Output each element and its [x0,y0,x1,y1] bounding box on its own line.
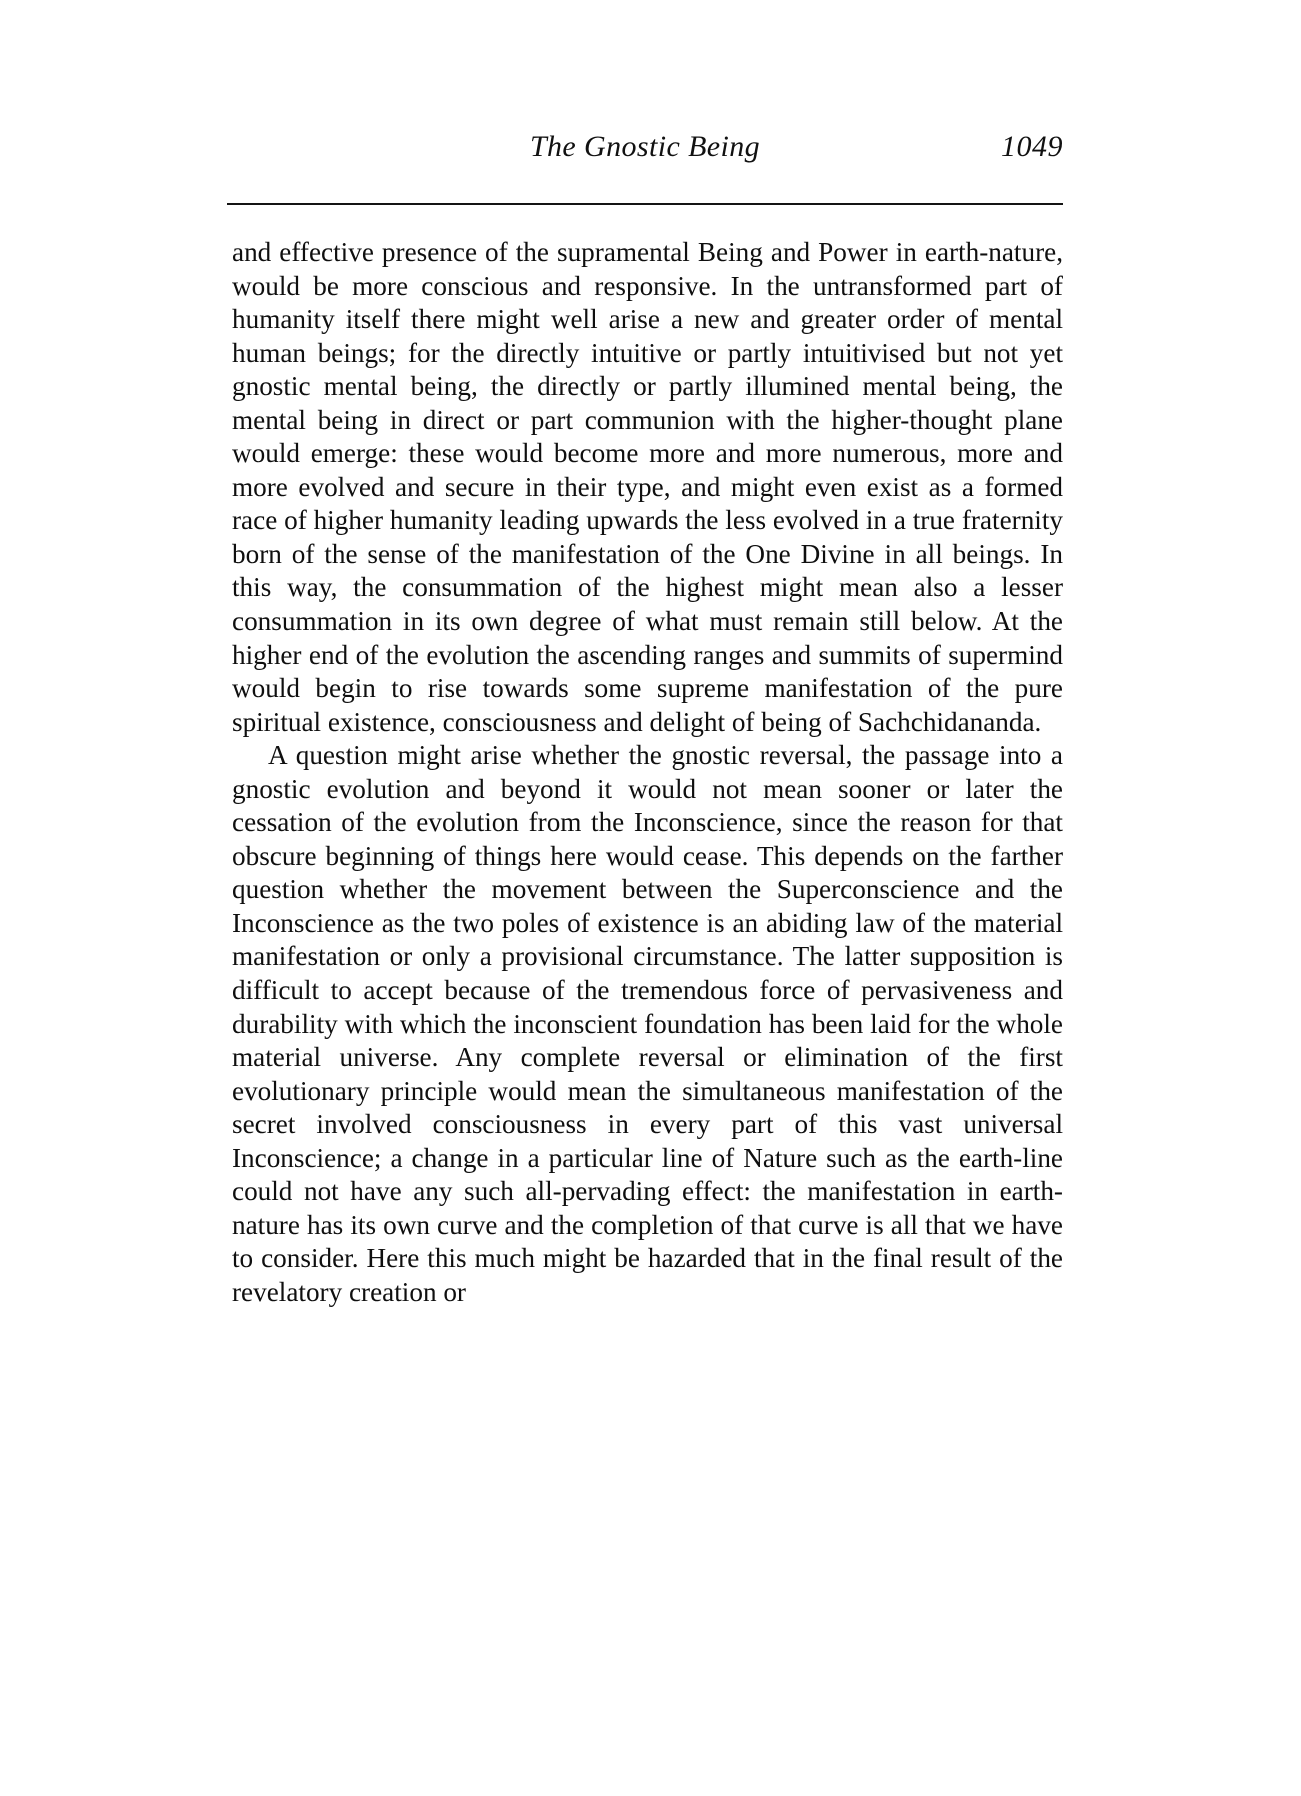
paragraph-continuation: and effective presence of the supramental Being and Power in earth-nature, would be more conscious and responsive. In the untransformed part of humanity itself there might well arise a new and greater order of mental human beings; for the directly intuitive or partly intuitivised but not yet gnostic mental being, the directly or partly illumined mental being, the mental being in direct or part communion with the higher-thought plane would emerge: these would become more and more numerous, more and more evolved and secure in their type, and might even exist as a formed race of higher humanity leading upwards the less evolved in a true fraternity born of the sense of the manifestation of the One Divine in all beings. In this way, the consummation of the highest might mean also a lesser consummation in its own degree of what must remain still below. At the higher end of the evolution the ascending ranges and summits of supermind would begin to rise towards some supreme manifestation of the pure spiritual existence, consciousness and delight of being of Sachchidananda. [232,237,1063,737]
paragraph-new: A question might arise whether the gnostic reversal, the passage into a gnostic evolution and beyond it would not mean sooner or later the cessation of the evolution from the Inconscience, since the reason for that obscure beginning of things here would cease. This depends on the farther question whether the movement between the Superconscience and the Inconscience as the two poles of existence is an abiding law of the material manifestation or only a provisional circumstance. The latter supposition is difficult to accept because of the tremendous force of pervasiveness and durability with which the inconscient foundation has been laid for the whole material universe. Any complete reversal or elimination of the first evolutionary principle would mean the simultaneous manifestation of the secret involved consciousness in every part of this vast universal Inconscience; a change in a particular line of Nature such as the earth-line could not have any such all-pervading effect: the manifestation in earth-nature has its own curve and the completion of that curve is all that we have to consider. Here this much might be hazarded that in the final result of the revelatory creation or [232,740,1063,1307]
header-rule [227,203,1063,205]
body-text-block [232,236,1063,1310]
running-head [227,130,1063,176]
page-number: 1049 [1001,130,1063,163]
running-head-title: The Gnostic Being [529,130,761,163]
